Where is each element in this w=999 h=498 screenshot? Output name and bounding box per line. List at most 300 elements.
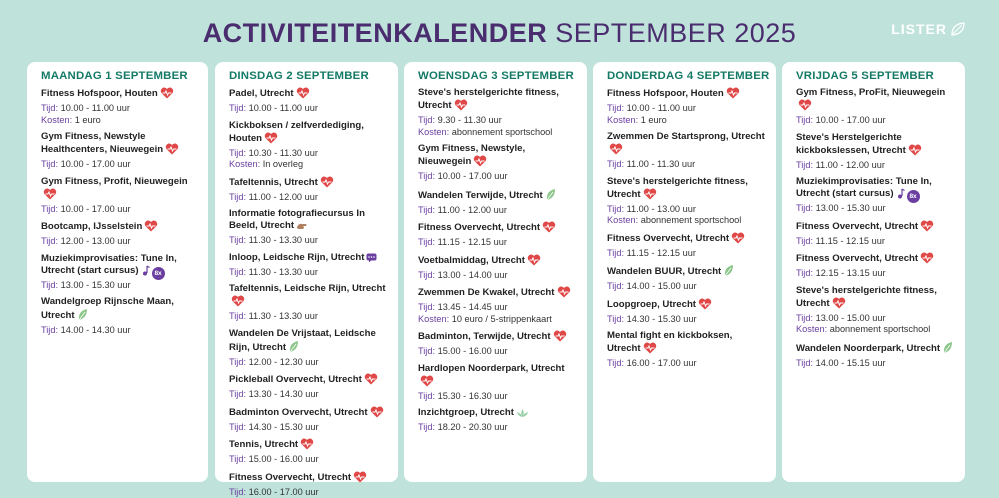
event-detail [796,203,957,215]
event-title [41,131,200,159]
heart-icon [609,143,623,159]
event-item [796,220,957,248]
event-detail [41,204,200,216]
event-title-text: Zwemmen De Startsprong, Utrecht [607,131,765,142]
event-item [418,330,579,358]
detail-value: 13.00 - 14.00 uur [438,270,508,280]
event-title-text: Tafeltennis, Leidsche Rijn, Utrecht [229,283,386,294]
event-title [41,296,200,325]
event-item [41,220,200,248]
detail-value: 11.00 - 12.00 uur [249,192,318,202]
event-title [796,176,957,203]
event-title [229,406,390,422]
detail-label: Tijd: [229,389,246,399]
event-title-text: Wandelen BUUR, Utrecht [607,266,721,277]
event-title [418,286,579,302]
event-title-text: Wandelen De Vrijstaat, Leidsche Rijn, Utrecht [229,328,376,353]
detail-label: Tijd: [229,103,246,113]
heart-icon [454,99,468,115]
event-title [418,407,579,422]
heart-icon [420,375,434,391]
page-title [0,18,999,49]
detail-value: 15.30 - 16.30 uur [438,391,508,401]
detail-value: 11.15 - 12.15 uur [816,236,885,246]
detail-label: Tijd: [607,159,624,169]
event-title [418,188,579,205]
event-title-text: Informatie fotografiecursus In Beeld, Utrecht [229,208,365,231]
event-item [41,253,200,292]
event-title-text: Muziekimprovisaties: Tune In, Utrecht (start cursus) [796,176,932,199]
heart-icon [353,471,367,487]
event-title [229,120,390,148]
event-title-text: Fitness Hofspoor, Houten [41,88,158,99]
heart-icon [920,220,934,236]
event-detail [41,325,200,337]
music-icon [141,265,150,280]
day-header: VRIJDAG 5 SEPTEMBER [796,70,957,82]
event-title-text: Gym Fitness, Newstyle, Nieuwegein [418,143,525,167]
detail-value: 11.00 - 11.30 uur [627,159,696,169]
event-title-text: Badminton, Terwijde, Utrecht [418,331,551,342]
detail-label: Tijd: [229,192,246,202]
event-title [607,232,768,248]
detail-value: 9.30 - 11.30 uur [438,115,502,125]
event-detail [607,215,768,227]
heart-icon [296,87,310,103]
heart-icon [43,188,57,204]
event-detail [41,115,200,127]
detail-label: Tijd: [796,236,813,246]
day-header: MAANDAG 1 SEPTEMBER [41,70,200,82]
leaf-icon [942,341,953,358]
event-title-text: Gym Fitness, Newstyle Healthcenters, Nieuwegein [41,131,163,155]
event-detail [229,103,390,115]
event-title-text: Steve's Herstelgerichte kickbokslessen, Utrecht [796,132,906,156]
detail-value: 14.30 - 15.30 uur [249,422,319,432]
event-title-text: Tafeltennis, Utrecht [229,177,318,188]
event-title [418,87,579,115]
event-title-text: Fitness Overvecht, Utrecht [229,472,351,483]
detail-value: 10 euro / 5-strippenkaart [452,314,552,324]
event-detail [418,270,579,282]
detail-label: Tijd: [607,204,624,214]
event-detail [229,389,390,401]
heart-icon [832,297,846,313]
detail-label: Tijd: [796,160,813,170]
detail-label: Tijd: [418,422,435,432]
event-title [229,87,390,103]
heart-icon [553,330,567,346]
event-detail [229,454,390,466]
detail-label: Tijd: [229,487,246,497]
event-title [418,143,579,171]
detail-label: Tijd: [229,311,246,321]
event-detail [418,391,579,403]
event-title [418,254,579,270]
event-title-text: Steve's herstelgerichte fitness, Utrecht [607,176,748,200]
event-item [418,221,579,249]
event-detail [418,205,579,217]
event-item [229,438,390,466]
event-title-text: Badminton Overvecht, Utrecht [229,407,368,418]
event-detail [229,487,390,498]
event-title-text: Loopgroep, Utrecht [607,299,696,310]
event-detail [418,237,579,249]
event-title [229,471,390,487]
day-header: DINSDAG 2 SEPTEMBER [229,70,390,82]
heart-icon [643,188,657,204]
heart-icon [364,373,378,389]
event-detail [796,160,957,172]
count-badge: 8x [907,190,920,203]
event-item [607,330,768,370]
detail-label: Tijd: [41,159,58,169]
detail-value: 1 euro [641,115,667,125]
detail-value: 15.00 - 16.00 uur [249,454,319,464]
leaf-icon [545,188,556,205]
detail-label: Kosten: [41,115,72,125]
leaf-icon [77,308,88,325]
event-item [418,254,579,282]
detail-value: 13.30 - 14.30 uur [249,389,319,399]
heart-icon [231,295,245,311]
detail-value: 10.00 - 17.00 uur [61,159,131,169]
event-item [229,471,390,498]
detail-value: 12.00 - 12.30 uur [249,357,319,367]
heart-icon [160,87,174,103]
event-detail [796,324,957,336]
detail-label: Tijd: [41,236,58,246]
heart-icon [542,221,556,237]
detail-value: 11.15 - 12.15 uur [438,237,507,247]
heart-icon [557,286,571,302]
detail-label: Tijd: [607,248,624,258]
event-detail [229,311,390,323]
detail-label: Tijd: [607,281,624,291]
event-title-text: Gym Fitness, ProFit, Nieuwegein [796,87,945,98]
detail-label: Tijd: [418,237,435,247]
event-item [418,286,579,325]
detail-label: Tijd: [418,391,435,401]
detail-value: 10.00 - 11.00 uur [627,103,696,113]
detail-value: 16.00 - 17.00 uur [249,487,319,497]
chat-icon [366,253,377,267]
day-column-thursday [593,62,776,482]
event-title [41,253,200,280]
event-title [41,220,200,236]
detail-label: Kosten: [796,324,827,334]
detail-label: Tijd: [229,148,246,158]
day-header: WOENSDAG 3 SEPTEMBER [418,70,579,82]
detail-label: Tijd: [41,103,58,113]
heart-icon [370,406,384,422]
detail-label: Tijd: [418,205,435,215]
detail-label: Tijd: [41,204,58,214]
detail-value: 14.00 - 15.00 uur [627,281,697,291]
heart-icon [300,438,314,454]
event-title [41,87,200,103]
event-detail [229,159,390,171]
event-item [229,252,390,279]
detail-value: 1 euro [75,115,101,125]
event-detail [607,248,768,260]
event-item [607,87,768,126]
event-title-text: Hardlopen Noorderpark, Utrecht [418,363,565,374]
event-detail [418,314,579,326]
event-item [229,406,390,434]
event-item [607,131,768,171]
event-title [796,220,957,236]
event-detail [418,127,579,139]
event-title [229,283,390,311]
event-title [418,221,579,237]
event-item [229,120,390,171]
detail-label: Tijd: [607,314,624,324]
event-title [607,264,768,281]
event-item [418,188,579,217]
heart-icon [920,252,934,268]
detail-value: 11.00 - 13.00 uur [627,204,696,214]
detail-value: 10.00 - 11.00 uur [61,103,130,113]
heart-icon [165,143,179,159]
detail-label: Tijd: [607,358,624,368]
detail-value: 11.15 - 12.15 uur [627,248,696,258]
event-title-text: Fitness Overvecht, Utrecht [607,233,729,244]
event-item [796,132,957,172]
leaf-logo-icon [949,20,967,38]
event-detail [607,103,768,115]
event-title-text: Pickleball Overvecht, Utrecht [229,374,362,385]
detail-label: Tijd: [418,346,435,356]
event-item [607,264,768,293]
event-title [229,208,390,235]
detail-label: Tijd: [796,203,813,213]
event-title-text: Kickboksen / zelfverdediging, Houten [229,120,364,144]
event-detail [796,268,957,280]
event-detail [41,159,200,171]
detail-value: 14.30 - 15.30 uur [627,314,697,324]
event-title-text: Tennis, Utrecht [229,439,298,450]
event-detail [418,302,579,314]
detail-value: 10.00 - 17.00 uur [816,115,886,125]
heart-icon [264,132,278,148]
detail-value: 11.30 - 13.30 uur [249,235,318,245]
detail-value: 14.00 - 14.30 uur [61,325,131,335]
detail-value: 11.00 - 12.00 uur [816,160,885,170]
event-item [229,208,390,247]
event-title [796,252,957,268]
detail-value: 12.00 - 13.00 uur [61,236,131,246]
event-title-text: Mental fight en kickboksen, Utrecht [607,330,732,354]
event-title-text: Voetbalmiddag, Utrecht [418,255,525,266]
detail-value: 13.00 - 15.30 uur [816,203,886,213]
event-title-text: Inzichtgroep, Utrecht [418,407,514,418]
event-detail [229,422,390,434]
event-title-text: Fitness Overvecht, Utrecht [796,253,918,264]
logo [891,20,967,38]
detail-value: In overleg [263,159,303,169]
detail-value: 10.00 - 11.00 uur [249,103,318,113]
heart-icon [643,342,657,358]
event-detail [418,422,579,434]
detail-label: Tijd: [418,171,435,181]
detail-value: abonnement sportschool [830,324,931,334]
event-item [229,328,390,369]
event-detail [796,236,957,248]
event-detail [607,314,768,326]
event-title [229,438,390,454]
event-item [229,283,390,323]
heart-icon [908,144,922,160]
event-title-text: Fitness Hofspoor, Houten [607,88,724,99]
event-title-text: Zwemmen De Kwakel, Utrecht [418,287,555,298]
event-title-text: Steve's herstelgerichte fitness, Utrecht [796,285,937,309]
event-detail [229,267,390,279]
event-detail [418,171,579,183]
event-title [607,131,768,159]
music-icon [896,188,905,203]
event-item [229,373,390,401]
detail-label: Tijd: [607,103,624,113]
event-title [418,330,579,346]
event-detail [418,115,579,127]
day-column-friday [782,62,965,482]
detail-label: Kosten: [607,215,638,225]
event-title [41,176,200,204]
event-item [796,176,957,215]
event-detail [607,204,768,216]
event-detail [607,358,768,370]
title-main: ACTIVITEITENKALENDER [203,18,548,48]
hand-icon [296,221,308,235]
detail-label: Tijd: [796,268,813,278]
event-item [229,176,390,204]
event-item [796,87,957,127]
event-title [418,363,579,391]
event-title-text: Steve's herstelgerichte fitness, Utrecht [418,87,559,111]
detail-value: abonnement sportschool [452,127,553,137]
event-title-text: Gym Fitness, Profit, Nieuwegein [41,176,188,187]
detail-value: 12.15 - 13.15 uur [816,268,886,278]
detail-value: 16.00 - 17.00 uur [627,358,697,368]
event-detail [41,280,200,292]
event-detail [607,115,768,127]
detail-label: Tijd: [418,115,435,125]
event-item [607,298,768,326]
detail-value: 13.45 - 14.45 uur [438,302,508,312]
detail-label: Tijd: [796,358,813,368]
event-detail [418,346,579,358]
event-title-text: Fitness Overvecht, Utrecht [418,222,540,233]
detail-label: Tijd: [229,235,246,245]
event-item [607,232,768,260]
event-title-text: Wandelgroep Rijnsche Maan, Utrecht [41,296,174,321]
logo-text: LISTER [891,21,947,37]
event-detail [796,313,957,325]
event-item [41,296,200,337]
event-title-text: Bootcamp, IJsselstein [41,221,142,232]
lotus-icon [516,408,529,422]
count-badge: 8x [152,267,165,280]
event-title [607,330,768,358]
event-item [796,341,957,370]
event-title-text: Fitness Overvecht, Utrecht [796,221,918,232]
heart-icon [527,254,541,270]
detail-label: Tijd: [229,422,246,432]
event-item [607,176,768,227]
heart-icon [473,155,487,171]
detail-label: Tijd: [418,270,435,280]
detail-label: Tijd: [229,267,246,277]
event-title [229,328,390,357]
detail-label: Tijd: [796,313,813,323]
event-title-text: Wandelen Noorderpark, Utrecht [796,343,940,354]
detail-value: 14.00 - 15.15 uur [816,358,886,368]
detail-label: Tijd: [418,302,435,312]
event-item [41,131,200,171]
detail-label: Tijd: [41,280,58,290]
event-title [229,252,390,267]
day-column-tuesday [215,62,398,482]
detail-label: Kosten: [418,127,449,137]
title-sub: SEPTEMBER 2025 [555,18,796,48]
event-title [607,298,768,314]
event-item [41,176,200,216]
event-title [796,87,957,115]
detail-label: Tijd: [796,115,813,125]
event-title-text: Padel, Utrecht [229,88,294,99]
day-header: DONDERDAG 4 SEPTEMBER [607,70,768,82]
event-item [229,87,390,115]
detail-label: Tijd: [41,325,58,335]
leaf-icon [288,340,299,357]
event-detail [229,357,390,369]
event-title [607,176,768,204]
event-detail [41,103,200,115]
event-detail [796,115,957,127]
detail-value: 11.30 - 13.30 uur [249,267,318,277]
event-title [796,132,957,160]
day-column-wednesday [404,62,587,482]
heart-icon [731,232,745,248]
detail-value: 15.00 - 16.00 uur [438,346,508,356]
heart-icon [698,298,712,314]
heart-icon [726,87,740,103]
event-detail [607,159,768,171]
detail-label: Kosten: [607,115,638,125]
leaf-icon [723,264,734,281]
event-item [418,143,579,183]
event-title [229,176,390,192]
event-detail [229,235,390,247]
event-item [418,87,579,138]
heart-icon [320,176,334,192]
event-title-text: Muziekimprovisaties: Tune In, Utrecht (start cursus) [41,253,177,276]
event-detail [229,148,390,160]
event-title [607,87,768,103]
detail-value: 18.20 - 20.30 uur [438,422,508,432]
detail-label: Tijd: [229,357,246,367]
event-item [41,87,200,126]
event-detail [796,358,957,370]
detail-label: Kosten: [418,314,449,324]
event-item [796,252,957,280]
detail-label: Tijd: [229,454,246,464]
detail-label: Kosten: [229,159,260,169]
heart-icon [798,99,812,115]
event-title-text: Inloop, Leidsche Rijn, Utrecht [229,252,364,263]
heart-icon [144,220,158,236]
